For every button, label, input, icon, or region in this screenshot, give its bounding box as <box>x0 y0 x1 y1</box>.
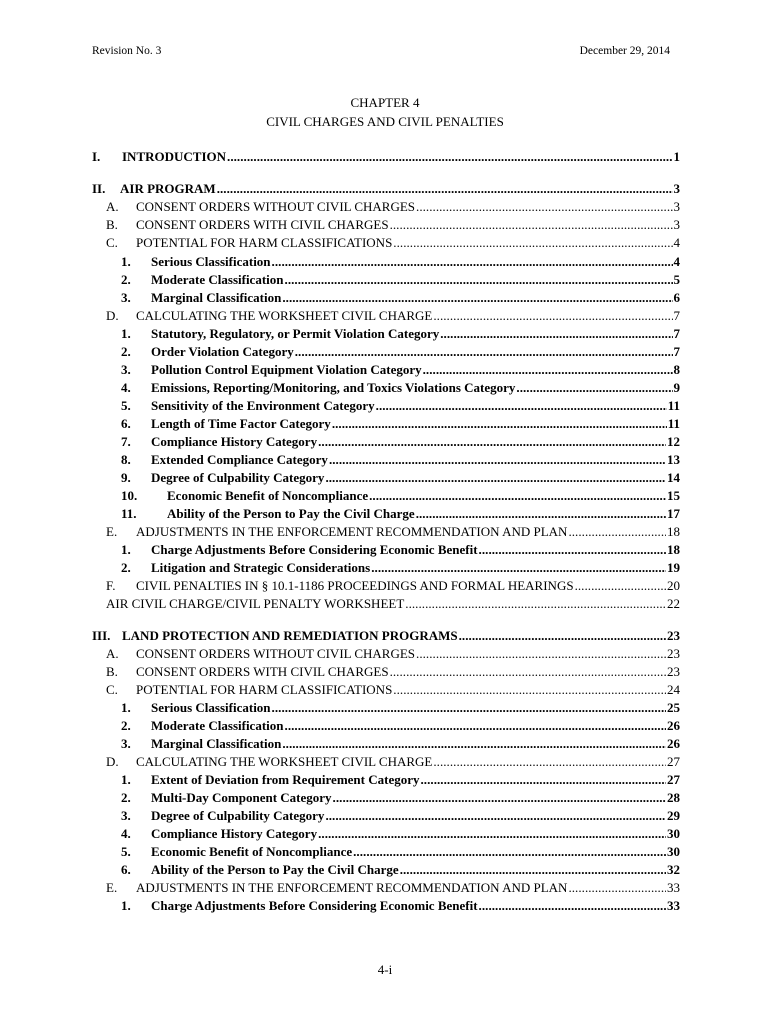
toc-entry[interactable] <box>121 289 680 307</box>
toc-entry-number: 5. <box>121 398 131 413</box>
toc-entry-page: 12 <box>667 434 680 449</box>
toc-entry-label: ADJUSTMENTS IN THE ENFORCEMENT RECOMMENDATION AND PLAN <box>136 524 568 539</box>
toc-entry-page: 32 <box>667 862 680 877</box>
toc-entry-number: D. <box>106 308 119 323</box>
toc-entry[interactable] <box>106 595 680 613</box>
toc-leader-dots <box>479 897 666 915</box>
toc-leader-dots <box>433 753 666 771</box>
toc-leader-dots <box>272 699 666 717</box>
toc-entry[interactable] <box>121 699 680 717</box>
toc-entry-page: 29 <box>667 808 680 823</box>
toc-entry-label: Moderate Classification <box>151 718 284 733</box>
toc-entry[interactable] <box>121 559 680 577</box>
toc-entry-page: 15 <box>667 488 680 503</box>
toc-entry-page: 33 <box>667 880 680 895</box>
toc-entry-number: D. <box>106 754 119 769</box>
toc-entry-page: 27 <box>667 772 680 787</box>
toc-entry-label: CALCULATING THE WORKSHEET CIVIL CHARGE <box>136 308 433 323</box>
toc-entry-page: 1 <box>673 149 680 164</box>
toc-entry-label: Length of Time Factor Category <box>151 416 331 431</box>
toc-entry-label: Ability of the Person to Pay the Civil Charge <box>151 862 399 877</box>
toc-leader-dots <box>516 379 672 397</box>
toc-leader-dots <box>421 771 667 789</box>
toc-entry[interactable] <box>121 451 680 469</box>
toc-entry-number: E. <box>106 524 118 539</box>
toc-leader-dots <box>459 627 666 645</box>
toc-entry[interactable] <box>121 343 680 361</box>
toc-entry-label: Ability of the Person to Pay the Civil Charge <box>167 506 415 521</box>
toc-entry[interactable] <box>121 505 680 523</box>
toc-entry-number: 11. <box>121 506 137 521</box>
toc-entry-label: Degree of Culpability Category <box>151 470 325 485</box>
toc-entry[interactable] <box>121 469 680 487</box>
toc-leader-dots <box>329 451 666 469</box>
toc-entry-number: 4. <box>121 826 131 841</box>
toc-leader-dots <box>376 397 667 415</box>
toc-entry[interactable] <box>106 663 680 681</box>
toc-entry-label: Marginal Classification <box>151 290 282 305</box>
toc-entry[interactable] <box>106 216 680 234</box>
toc-entry-number: C. <box>106 682 118 697</box>
toc-entry-page: 3 <box>673 199 680 214</box>
toc-entry-page: 20 <box>667 578 680 593</box>
toc-entry-page: 30 <box>667 826 680 841</box>
toc-entry[interactable] <box>121 789 680 807</box>
toc-entry[interactable] <box>106 753 680 771</box>
toc-entry-number: 3. <box>121 362 131 377</box>
toc-entry[interactable] <box>106 198 680 216</box>
toc-leader-dots <box>332 415 667 433</box>
toc-entry-label: Degree of Culpability Category <box>151 808 325 823</box>
toc-entry[interactable] <box>121 861 680 879</box>
toc-leader-dots <box>325 469 666 487</box>
toc-entry[interactable] <box>106 681 680 699</box>
toc-leader-dots <box>405 595 666 613</box>
toc-entry[interactable] <box>106 577 680 595</box>
toc-entry-number: 5. <box>121 844 131 859</box>
toc-leader-dots <box>568 523 666 541</box>
toc-entry-number: 3. <box>121 808 131 823</box>
toc-entry-page: 3 <box>673 181 680 196</box>
toc-leader-dots <box>217 180 673 198</box>
toc-leader-dots <box>282 289 672 307</box>
toc-leader-dots <box>318 433 666 451</box>
toc-leader-dots <box>295 343 673 361</box>
toc-entry-number: 4. <box>121 380 131 395</box>
toc-entry-number: 1. <box>121 326 131 341</box>
toc-entry-label: Pollution Control Equipment Violation Category <box>151 362 422 377</box>
toc-leader-dots <box>282 735 666 753</box>
toc-entry-label: CONSENT ORDERS WITH CIVIL CHARGES <box>136 664 389 679</box>
toc-entry-label: Moderate Classification <box>151 272 284 287</box>
toc-entry-number: 10. <box>121 488 138 503</box>
toc-entry-page: 11 <box>667 398 680 413</box>
toc-entry-page: 11 <box>667 416 680 431</box>
toc-entry-number: 1. <box>121 772 131 787</box>
toc-entry[interactable] <box>121 379 680 397</box>
toc-entry-label: LAND PROTECTION AND REMEDIATION PROGRAMS <box>122 628 458 643</box>
toc-entry-page: 18 <box>667 542 680 557</box>
toc-entry-page: 23 <box>667 628 680 643</box>
toc-entry[interactable] <box>121 325 680 343</box>
toc-entry-label: AIR CIVIL CHARGE/CIVIL PENALTY WORKSHEET <box>106 596 405 611</box>
toc-leader-dots <box>390 663 666 681</box>
toc-entry[interactable] <box>121 735 680 753</box>
date-label: December 29, 2014 <box>579 45 670 57</box>
toc-entry-label: CONSENT ORDERS WITHOUT CIVIL CHARGES <box>136 199 416 214</box>
toc-entry-number: 2. <box>121 272 131 287</box>
toc-entry-number: 1. <box>121 700 131 715</box>
toc-leader-dots <box>227 148 672 166</box>
toc-entry-label: Litigation and Strategic Considerations <box>151 560 371 575</box>
toc-entry-page: 8 <box>673 362 680 377</box>
toc-entry-page: 3 <box>673 217 680 232</box>
toc-entry-label: Serious Classification <box>151 700 271 715</box>
toc-leader-dots <box>353 843 666 861</box>
toc-entry-number: 9. <box>121 470 131 485</box>
toc-entry-label: Compliance History Category <box>151 434 318 449</box>
toc-entry-number: 1. <box>121 542 131 557</box>
toc-entry-number: E. <box>106 880 118 895</box>
toc-entry-page: 19 <box>667 560 680 575</box>
toc-entry-page: 25 <box>667 700 680 715</box>
toc-leader-dots <box>416 645 666 663</box>
toc-entry-page: 27 <box>667 754 680 769</box>
toc-entry-page: 14 <box>667 470 680 485</box>
toc-entry-number: A. <box>106 646 119 661</box>
toc-entry[interactable] <box>121 361 680 379</box>
toc-entry-page: 9 <box>673 380 680 395</box>
toc-entry[interactable] <box>106 523 680 541</box>
toc-entry[interactable] <box>106 645 680 663</box>
toc-entry-page: 30 <box>667 844 680 859</box>
toc-entry-number: 2. <box>121 560 131 575</box>
toc-entry-number: 7. <box>121 434 131 449</box>
toc-entry[interactable] <box>121 397 680 415</box>
toc-entry-number: 2. <box>121 790 131 805</box>
toc-entry-number: 2. <box>121 344 131 359</box>
toc-leader-dots <box>318 825 666 843</box>
toc-leader-dots <box>285 717 666 735</box>
toc-leader-dots <box>433 307 672 325</box>
toc-entry-page: 18 <box>667 524 680 539</box>
toc-entry-number: A. <box>106 199 119 214</box>
toc-entry-label: CONSENT ORDERS WITH CIVIL CHARGES <box>136 217 389 232</box>
toc-leader-dots <box>272 253 673 271</box>
toc-entry[interactable] <box>121 487 680 505</box>
toc-leader-dots <box>390 216 673 234</box>
toc-entry[interactable] <box>121 433 680 451</box>
chapter-subtitle: CIVIL CHARGES AND CIVIL PENALTIES <box>266 114 504 129</box>
toc-entry-label: Emissions, Reporting/Monitoring, and Toxics Violations Category <box>151 380 516 395</box>
toc-entry[interactable] <box>121 771 680 789</box>
toc-leader-dots <box>369 487 666 505</box>
toc-entry-label: AIR PROGRAM <box>120 181 216 196</box>
toc-leader-dots <box>416 198 672 216</box>
toc-entry-label: Order Violation Category <box>151 344 294 359</box>
toc-entry-number: 8. <box>121 452 131 467</box>
toc-leader-dots <box>423 361 673 379</box>
toc-entry-label: Economic Benefit of Noncompliance <box>151 844 353 859</box>
toc-leader-dots <box>371 559 666 577</box>
toc-entry-label: Charge Adjustments Before Considering Economic Benefit <box>151 542 478 557</box>
chapter-title: CHAPTER 4 <box>350 95 420 110</box>
toc-entry[interactable] <box>92 148 680 166</box>
toc-entry-page: 5 <box>673 272 680 287</box>
toc-entry-number: 6. <box>121 416 131 431</box>
toc-entry-label: Marginal Classification <box>151 736 282 751</box>
toc-entry-number: 2. <box>121 718 131 733</box>
toc-entry-label: Economic Benefit of Noncompliance <box>167 488 369 503</box>
toc-entry-number: 3. <box>121 736 131 751</box>
toc-leader-dots <box>479 541 666 559</box>
toc-entry-page: 23 <box>667 646 680 661</box>
toc-entry-number: 6. <box>121 862 131 877</box>
toc-entry-page: 7 <box>673 344 680 359</box>
toc-entry-number: B. <box>106 664 118 679</box>
toc-entry-page: 7 <box>673 326 680 341</box>
toc-entry[interactable] <box>92 180 680 198</box>
toc-entry-number: F. <box>106 578 116 593</box>
toc-leader-dots <box>440 325 672 343</box>
toc-entry-number: C. <box>106 235 118 250</box>
toc-entry-page: 13 <box>667 452 680 467</box>
toc-entry-number: 1. <box>121 898 131 913</box>
toc-entry-label: Charge Adjustments Before Considering Economic Benefit <box>151 898 478 913</box>
toc-entry-number: B. <box>106 217 118 232</box>
toc-entry-label: CONSENT ORDERS WITHOUT CIVIL CHARGES <box>136 646 416 661</box>
toc-entry[interactable] <box>106 307 680 325</box>
toc-entry[interactable] <box>121 843 680 861</box>
toc-entry-page: 7 <box>673 308 680 323</box>
toc-entry[interactable] <box>121 271 680 289</box>
toc-entry-number: 1. <box>121 254 131 269</box>
toc-leader-dots <box>416 505 666 523</box>
toc-leader-dots <box>393 681 666 699</box>
toc-entry-page: 4 <box>673 254 680 269</box>
toc-entry[interactable] <box>121 807 680 825</box>
toc-entry-label: Serious Classification <box>151 254 271 269</box>
toc-entry-page: 23 <box>667 664 680 679</box>
toc-entry[interactable] <box>121 415 680 433</box>
toc-entry-label: Multi-Day Component Category <box>151 790 332 805</box>
toc-leader-dots <box>400 861 666 879</box>
toc-entry-page: 6 <box>673 290 680 305</box>
toc-entry-label: POTENTIAL FOR HARM CLASSIFICATIONS <box>136 682 393 697</box>
toc-entry[interactable] <box>106 879 680 897</box>
toc-entry[interactable] <box>121 253 680 271</box>
toc-entry-label: ADJUSTMENTS IN THE ENFORCEMENT RECOMMENDATION AND PLAN <box>136 880 568 895</box>
toc-entry-number: 3. <box>121 290 131 305</box>
toc-entry-page: 33 <box>667 898 680 913</box>
toc-entry-page: 17 <box>667 506 680 521</box>
page-number: 4-i <box>377 962 393 977</box>
toc-entry-page: 22 <box>667 596 680 611</box>
toc-entry[interactable] <box>121 897 680 915</box>
toc-entry-page: 26 <box>667 736 680 751</box>
toc-leader-dots <box>325 807 666 825</box>
toc-entry-label: Extended Compliance Category <box>151 452 328 467</box>
toc-entry-label: Extent of Deviation from Requirement Category <box>151 772 420 787</box>
toc-entry-page: 24 <box>667 682 680 697</box>
toc-entry[interactable] <box>121 541 680 559</box>
toc-entry-number: III. <box>92 628 111 643</box>
revision-label: Revision No. 3 <box>92 45 162 57</box>
toc-leader-dots <box>333 789 666 807</box>
toc-entry-page: 26 <box>667 718 680 733</box>
toc-entry[interactable] <box>106 234 680 252</box>
toc-entry-label: CIVIL PENALTIES IN § 10.1-1186 PROCEEDINGS AND FORMAL HEARINGS <box>136 578 574 593</box>
toc-entry-label: INTRODUCTION <box>122 149 227 164</box>
toc-entry-number: I. <box>92 149 101 164</box>
toc-entry[interactable] <box>92 627 680 645</box>
toc-entry[interactable] <box>121 717 680 735</box>
toc-leader-dots <box>393 234 672 252</box>
toc-leader-dots <box>568 879 666 897</box>
toc-leader-dots <box>575 577 666 595</box>
toc-entry-label: POTENTIAL FOR HARM CLASSIFICATIONS <box>136 235 393 250</box>
toc-entry-page: 4 <box>673 235 680 250</box>
toc-entry-label: Compliance History Category <box>151 826 318 841</box>
toc-entry-label: Statutory, Regulatory, or Permit Violation Category <box>151 326 440 341</box>
toc-entry[interactable] <box>121 825 680 843</box>
toc-entry-label: Sensitivity of the Environment Category <box>151 398 375 413</box>
toc-entry-page: 28 <box>667 790 680 805</box>
toc-entry-label: CALCULATING THE WORKSHEET CIVIL CHARGE <box>136 754 433 769</box>
toc-leader-dots <box>285 271 673 289</box>
toc-entry-number: II. <box>92 181 106 196</box>
